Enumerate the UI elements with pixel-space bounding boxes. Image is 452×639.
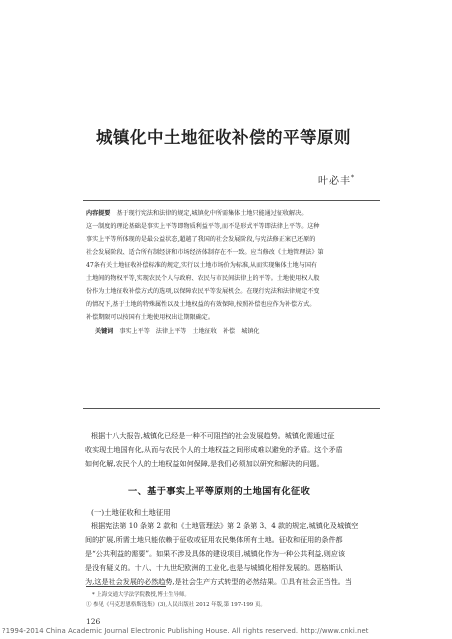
body-paragraph-line: 根据宪法第 10 条第 2 款和《土地管理法》第 2 条第 3、4 款的规定,城镇化及城镇空 [91, 521, 359, 530]
abstract-line: 47条有关土地征收补偿标准的规定,实行以土地市场价为标准,从而实现集体土地与国有 [86, 262, 318, 269]
article-title: 城镇化中土地征收补偿的平等原则 [96, 128, 351, 147]
keywords-text: 事实上平等 法律上平等 土地征收 补偿 城镇化 [119, 328, 260, 335]
keywords-label: 关键词 [95, 328, 114, 335]
section-heading: 一、基于事实上平等原则的土地国有化征收 [128, 486, 311, 497]
abstract-line: 社会发展阶段、适合所有制经济和市场经济体制存在不一致。应当修改《土地管理法》第 [86, 249, 324, 256]
body-paragraph-line: 是“公共利益的需要”。如果不涉及具体的建设项目,城镇化作为一种公共利益,则应该 [85, 549, 346, 558]
abstract-line: 这一制度的理论基础是事实上平等即物质利益平等,而不是形式平等即法律上平等。这种 [86, 223, 320, 230]
abstract-line: 的情况下,基于土地的特殊属性以及土地权益的有效保障,按照补偿也应作为补偿方式。 [86, 301, 316, 308]
keywords-line [95, 327, 260, 336]
footnote: * 上海交通大学法学院教授,博士生导师。 [92, 592, 190, 598]
abstract-line: 补偿期限可以按国有土地使用权出让期限确定。 [86, 314, 214, 321]
body-paragraph-line: 为,这是社会发展的必然趋势,是社会生产方式转型的必然结果。①具有社会正当性。当 [85, 577, 352, 586]
abstract-line [86, 209, 307, 218]
abstract-label: 内容提要 [86, 210, 111, 217]
body-paragraph-line: 间的扩展,所需土地只能依赖于征收或征用农民集体所有土地。征收和征用的条件都 [85, 535, 343, 544]
author-name: 叶必丰 [318, 176, 351, 187]
footnote-divider [86, 586, 166, 587]
subsection-heading: (一)土地征收和土地征用 [91, 508, 171, 517]
author-footnote-mark: * [351, 174, 355, 182]
abstract-line: 事实上平等所体现的是最公益状态,超越了我国的社会发展阶段,与宪法修正案已还原的 [86, 236, 316, 243]
abstract-line: 份作为土地征收补偿方式的选项,以保障农民平等发展机会。在现行宪法和法律规定不变 [86, 288, 320, 295]
abstract-line: 土地间的物权平等,实现农民个人与政府、农民与市民间法律上的平等。土地使用权人股 [86, 275, 320, 282]
body-paragraph-line: 收实现土地国有化,从而与农民个人的土地权益之间形成难以避免的矛盾。这个矛盾 [85, 445, 343, 454]
body-paragraph-line: 是没有疑义的。十八、十九世纪欧洲的工业化,也是与城镇化相伴发展的。恩格斯认 [85, 563, 343, 572]
body-paragraph-line: 如何化解,农民个人的土地权益如何保障,是我们必须加以研究和解决的问题。 [85, 459, 324, 468]
article-author [318, 172, 355, 187]
abstract-text: 基于现行宪法和法律的规定,城镇化中所需集体土地只能通过征收解决。 [116, 210, 308, 217]
footnote: ① 参见《马克思恩格斯选集》(3),人民出版社 2012 年版,第 197-199 页。 [86, 602, 266, 608]
copyright-notice: ?1994-2014 China Academic Journal Electronic Publishing House. All rights reserved. http://www.cnki.net [2, 627, 369, 635]
body-paragraph-line: 根据十八大报告,城镇化已经是一种不可阻挡的社会发展趋势。城镇化需通过征 [91, 431, 335, 440]
page-number: 126 [86, 617, 101, 626]
